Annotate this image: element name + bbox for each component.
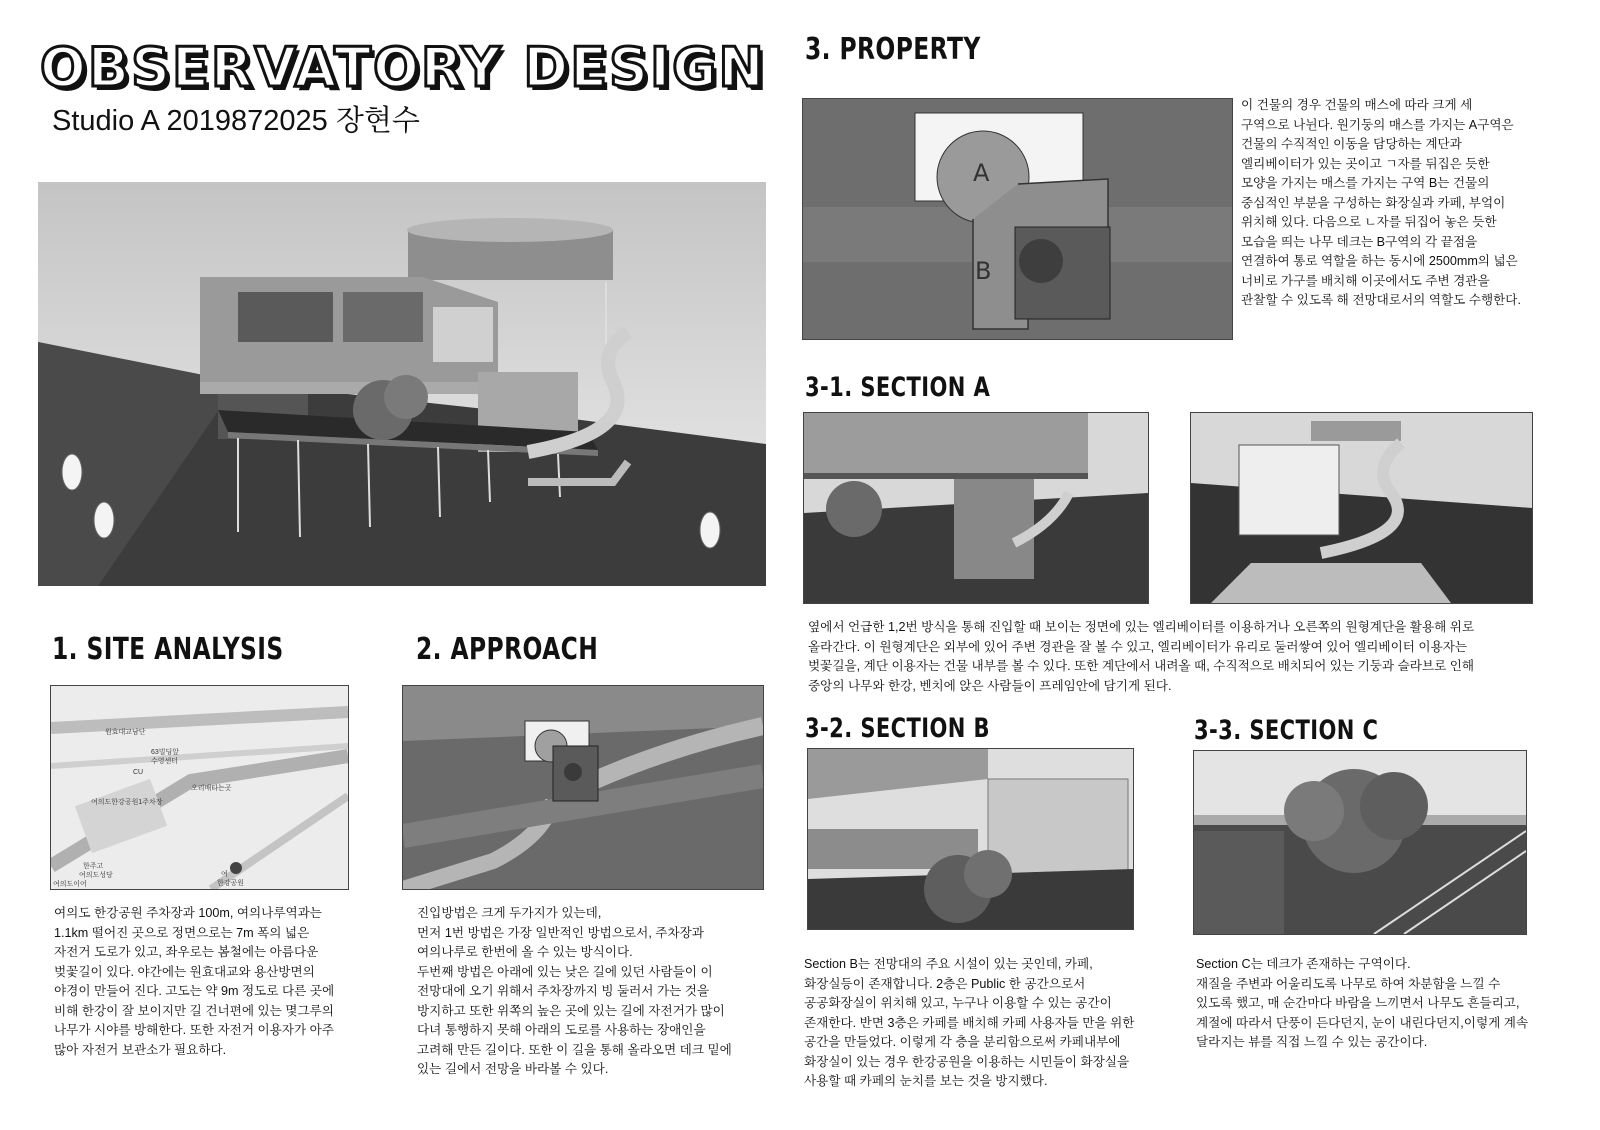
section-c-heading: 3-3. SECTION C <box>1194 715 1379 746</box>
section-b-image <box>807 748 1134 930</box>
site-map-image <box>50 685 349 890</box>
site-analysis-text: 여의도 한강공원 주차장과 100m, 여의나루역과는 1.1km 떨어진 곳으로 정면으로는 7m 폭의 넓은 자전거 도로가 있고, 좌우로는 봄철에는 아름다운 벚꽃길이 있다. 야간에는 원효대교와 용산방면의 야경이 만들어 진다. 고도는 약 9m 정도로 다른 곳에 비해 한강이 잘 보이지만 길 건너편에 있는 몇그루의 나무가 시야를 방해한다. 또한 자전거 이용자가 아주 많아 자전거 보관소가 필요하다. <box>54 906 335 1057</box>
map-label: 오리배타는곳 <box>191 785 232 792</box>
map-label: 여의도이어 <box>53 881 87 888</box>
section-a-image-right <box>1190 412 1533 604</box>
map-label: 63빌딩앞 <box>151 749 180 756</box>
section-c-text: Section C는 데크가 존재하는 구역이다. 재질을 주변과 어울리도록 나무로 하여 차분함을 느낄 수 있도록 했고, 매 순간마다 바람을 느끼면서 나무도 흔들리고, 계절에 따라서 단풍이 든다던지, 눈이 내린다던지,이렇게 계속 달라지는 뷰를 직접 느낄 수 있는 공간이다. <box>1196 957 1529 1049</box>
map-label: 여 <box>221 871 228 878</box>
approach-text: 진입방법은 크게 두가지가 있는데, 먼저 1번 방법은 가장 일반적인 방법으로서, 주차장과 여의나루로 한번에 올 수 있는 방식이다. 두번째 방법은 아래에 있는 낮은 길에 있던 사람들이 이 전망대에 오기 위해서 주차장까지 빙 둘러서 가는 것을 방지하고 또한 위쪽의 높은 곳에 있는 길에 자전거가 많이 다녀 통행하지 못해 아래의 도로를 사용하는 장애인을 고려해 만든 길이다. 또한 이 길을 통해 올라오면 데크 밑에 있는 길에서 전망을 바라볼 수 있다. <box>417 906 732 1076</box>
site-analysis-heading: 1. SITE ANALYSIS <box>52 632 284 667</box>
section-a-image-left <box>803 412 1149 604</box>
map-label: 한주고 <box>83 863 104 870</box>
main-perspective-image <box>38 182 766 586</box>
page-subtitle: Studio A 2019872025 장현수 <box>52 105 420 137</box>
section-b-text: Section B는 전망대의 주요 시설이 있는 곳인데, 카페, 화장실등이 존재합니다. 2층은 Public 한 공간으로서 공공화장실이 위치해 있고, 누구나 이용할 수 있는 공간이 존재한다. 반면 3층은 카페를 배치해 카페 사용자들 만을 위한 공간을 만들었다. 이렇게 각 층을 분리함으로써 카페내부에 화장실이 있는 경우 한강공원을 이용하는 시민들이 화장실을 사용할 때 카페의 눈치를 보는 것을 방지했다. <box>804 957 1135 1088</box>
section-b-heading: 3-2. SECTION B <box>805 713 990 744</box>
section-a-heading: 3-1. SECTION A <box>805 372 991 403</box>
section-c-image <box>1193 750 1527 935</box>
map-label: 원효대교남단 <box>105 729 146 736</box>
section-a-text: 옆에서 언급한 1,2번 방식을 통해 진입할 때 보이는 정면에 있는 엘리베이터를 이용하거나 오른쪽의 원형계단을 활용해 위로 올라간다. 이 원형계단은 외부에 있어 주변 경관을 잘 볼 수 있고, 엘리베이터가 유리로 둘러쌓여 있어 엘리베이터 이용자는 벚꽃길을, 계단 이용자는 건물 내부를 볼 수 있다. 또한 계단에서 내려올 때, 수직적으로 배치되어 있는 기둥과 슬라브로 인해 중앙의 나무와 한강, 벤치에 앉은 사람들이 프레임안에 담기게 된다. <box>808 620 1475 693</box>
approach-heading: 2. APPROACH <box>416 632 599 667</box>
property-heading: 3. PROPERTY <box>805 32 981 67</box>
property-plan-image <box>802 98 1233 340</box>
approach-plan-image <box>402 685 764 890</box>
zone-label-b: B <box>975 257 992 285</box>
map-label: 여의도성당 <box>79 872 113 879</box>
zone-label-a: A <box>973 159 990 187</box>
map-label: 여의도한강공원1주차장 <box>91 799 163 806</box>
page-title: OBSERVATORY DESIGN <box>40 36 766 99</box>
map-label: 수영센터 <box>151 758 179 765</box>
map-label: 한강공원 <box>217 880 245 887</box>
property-text: 이 건물의 경우 건물의 매스에 따라 크게 세 구역으로 나뉜다. 원기둥의 매스를 가지는 A구역은 건물의 수직적인 이동을 담당하는 계단과 엘리베이터가 있는 곳이고 ㄱ자를 뒤집은 듯한 모양을 가지는 매스를 가지는 구역 B는 건물의 중심적인 부분을 구성하는 화장실과 카페, 부엌이 위치해 있다. 다음으로 ㄴ자를 뒤집어 놓은 듯한 모습을 띄는 나무 데크는 B구역의 각 끝점을 연결하여 통로 역할을 하는 동시에 2500mm의 넓은 너비로 가구를 배치해 이곳에서도 주변 경관을 관찰할 수 있도록 해 전망대로서의 역할도 수행한다. <box>1241 98 1521 307</box>
map-label: CU <box>133 769 144 776</box>
